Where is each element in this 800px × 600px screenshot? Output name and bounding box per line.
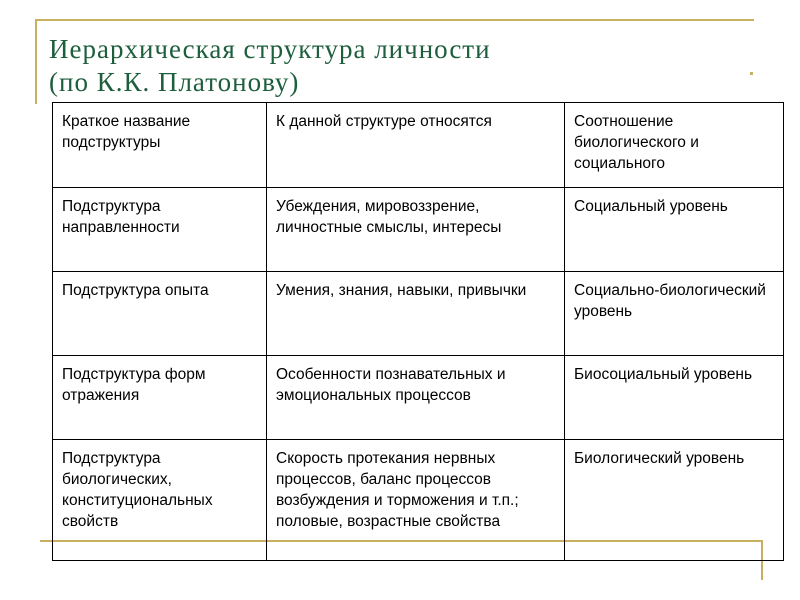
cell-includes: Скорость протекания нервных процессов, баланс процессов возбуждения и торможения и т.п.; половые, возрастные свойства — [267, 440, 565, 561]
table-row — [53, 272, 784, 356]
cell-ratio: Социальный уровень — [565, 188, 784, 272]
header-cell-ratio: Соотношение биологического и социального — [565, 103, 784, 188]
decorative-frame-top — [35, 19, 754, 21]
cell-ratio: Социально-биологический уровень — [565, 272, 784, 356]
decorative-frame-left — [35, 19, 37, 104]
cell-includes: Особенности познавательных и эмоциональных процессов — [267, 356, 565, 440]
table-row — [53, 356, 784, 440]
cell-name: Подструктура направленности — [53, 188, 267, 272]
slide-title — [49, 33, 491, 99]
personality-structure-table — [52, 102, 784, 561]
table-header-row — [53, 103, 784, 188]
slide-title-line-2: (по К.К. Платонову) — [49, 67, 300, 97]
cell-includes: Убеждения, мировоззрение, личностные смыслы, интересы — [267, 188, 565, 272]
cell-includes: Умения, знания, навыки, привычки — [267, 272, 565, 356]
slide-title-line-1: Иерархическая структура личности — [49, 34, 491, 64]
cell-name: Подструктура биологических, конституциональных свойств — [53, 440, 267, 561]
cell-ratio: Биосоциальный уровень — [565, 356, 784, 440]
table-row — [53, 188, 784, 272]
cell-ratio: Биологический уровень — [565, 440, 784, 561]
table-row — [53, 440, 784, 561]
header-cell-includes: К данной структуре относятся — [267, 103, 565, 188]
decorative-dot — [750, 72, 753, 75]
cell-name: Подструктура опыта — [53, 272, 267, 356]
cell-name: Подструктура форм отражения — [53, 356, 267, 440]
header-cell-name: Краткое название подструктуры — [53, 103, 267, 188]
